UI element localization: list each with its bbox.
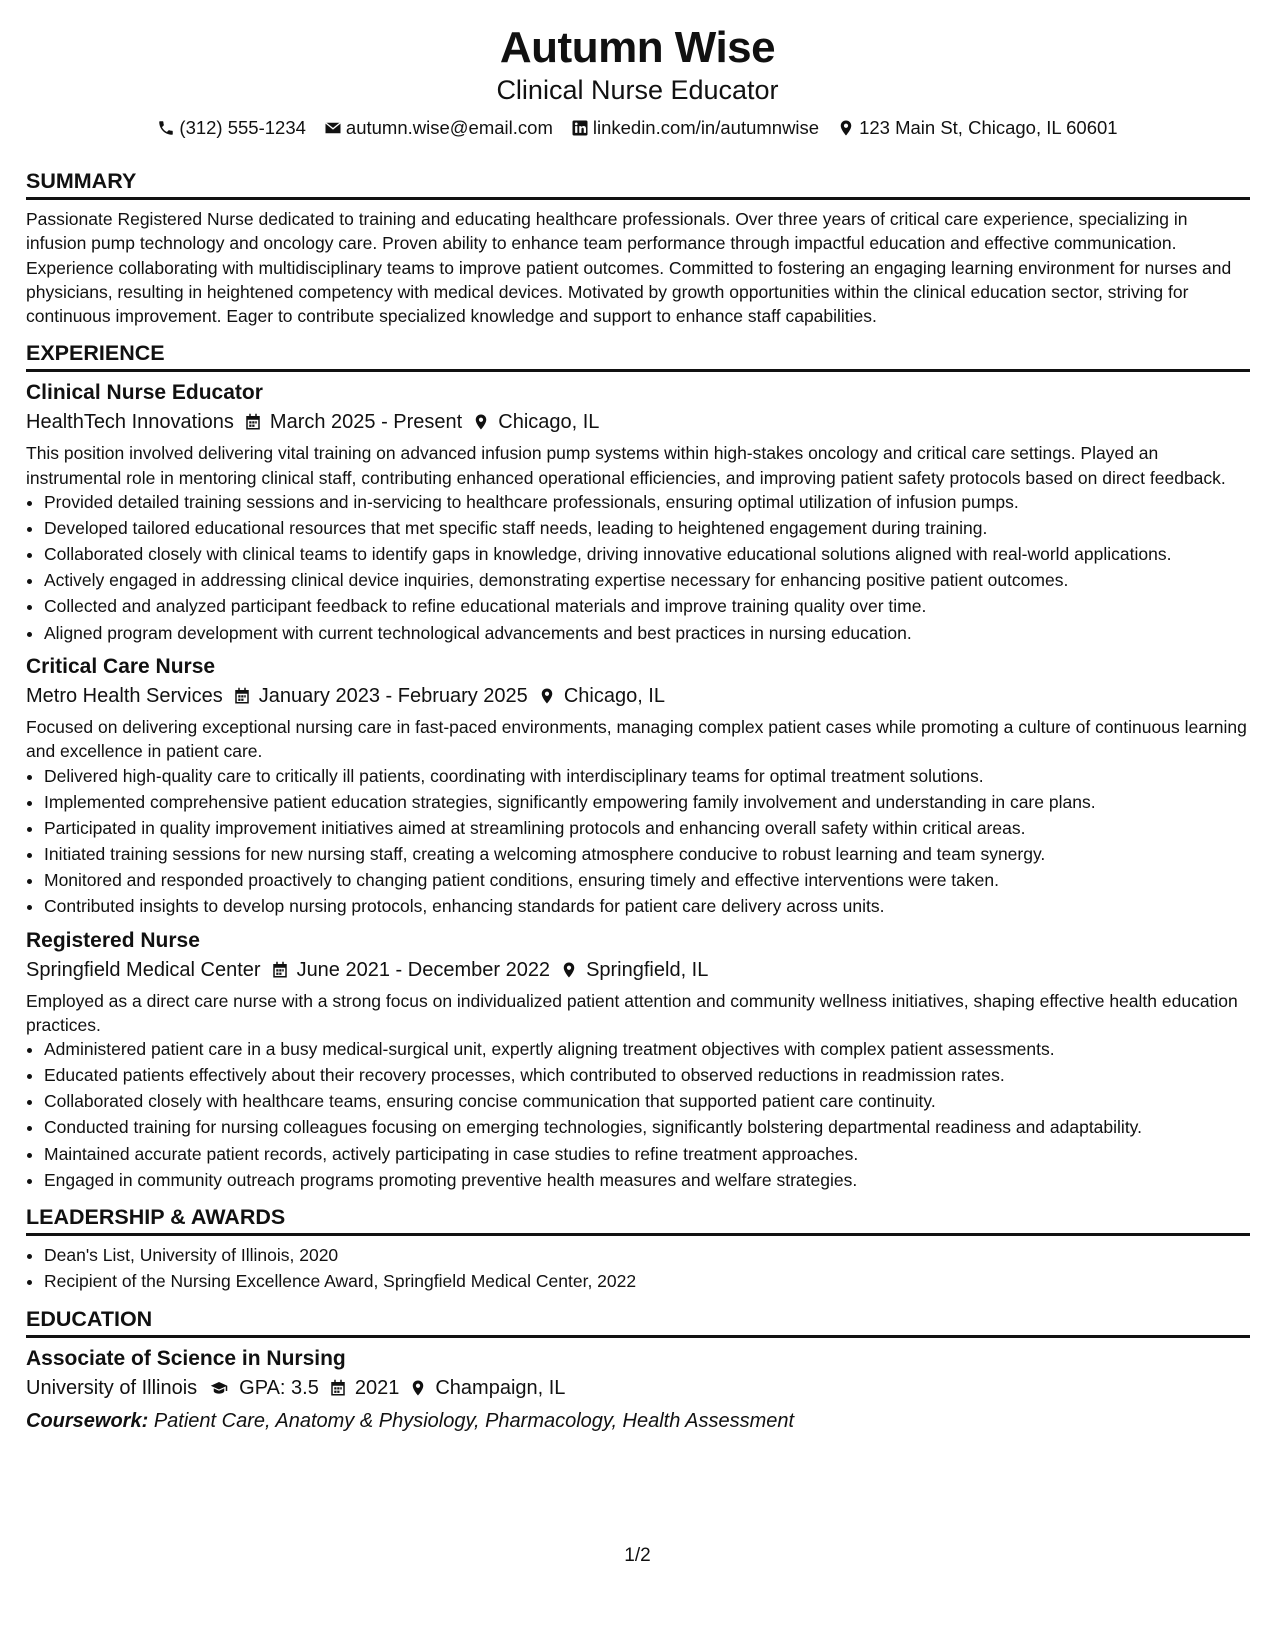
list-item: • Educated patients effectively about their recovery processes, which contributed to observed reductions in readmission rates. [44, 1063, 1250, 1088]
job-location [472, 407, 599, 437]
job-title: Clinical Nurse Educator [26, 381, 263, 405]
list-item: • Monitored and responded proactively to changing patient conditions, ensuring timely and effective interventions were taken. [44, 868, 1250, 893]
coursework-text: Patient Care, Anatomy & Physiology, Pharmacology, Health Assessment [153, 1409, 795, 1432]
contact-email[interactable] [324, 116, 553, 140]
job-title: Critical Care Nurse [26, 655, 216, 679]
page-number: 1/2 [624, 1545, 651, 1566]
contact-info [0, 116, 1275, 140]
job-description: Focused on delivering exceptional nursing care in fast-paced environments, managing complex patient cases while promoting a culture of continuous learning and excellence in patient care. [26, 717, 1247, 762]
summary-section [26, 168, 1250, 328]
experience-section [26, 340, 1250, 1192]
coursework-label: Coursework: [26, 1409, 149, 1432]
address-text: 123 Main St, Chicago, IL 60601 [859, 117, 1118, 138]
calendar-icon [329, 1379, 347, 1397]
education-location [409, 1373, 565, 1403]
map-pin-icon [837, 119, 855, 137]
list-item: • Provided detailed training sessions and in-servicing to healthcare professionals, ensuring optimal utilization of infusion pumps. [44, 490, 1250, 515]
candidate-role: Clinical Nurse Educator [496, 75, 779, 105]
year-text: 2021 [354, 1376, 400, 1399]
calendar-icon [244, 413, 262, 431]
job-title: Registered Nurse [26, 928, 200, 952]
education-location-text: Champaign, IL [435, 1376, 566, 1399]
phone-icon [157, 119, 175, 137]
list-item: • Administered patient care in a busy medical-surgical unit, expertly aligning treatment objectives with complex patient assessments. [44, 1037, 1250, 1062]
list-item: • Aligned program development with current technological advancements and best practices in nursing education. [44, 621, 1250, 646]
gpa-text: GPA: 3.5 [239, 1376, 319, 1399]
candidate-name: Autumn Wise [499, 23, 776, 72]
summary-heading: SUMMARY [26, 168, 1250, 200]
job-entry [26, 927, 1250, 1193]
linkedin-icon [571, 119, 589, 137]
list-item: • Collected and analyzed participant feedback to refine educational materials and improve training quality over time. [44, 594, 1250, 619]
list-item: • Implemented comprehensive patient education strategies, significantly empowering family involvement and understanding in care plans. [44, 790, 1250, 815]
list-item: • Actively engaged in addressing clinical device inquiries, demonstrating expertise necessary for enhancing positive patient outcomes. [44, 568, 1250, 593]
graduation-cap-icon [207, 1379, 231, 1397]
coursework [26, 1407, 1250, 1435]
education-gpa [207, 1373, 319, 1403]
job-bullets [26, 764, 1250, 919]
calendar-icon [233, 687, 251, 705]
list-item: • Contributed insights to develop nursing protocols, enhancing standards for patient care delivery across units. [44, 894, 1250, 919]
job-company: Metro Health Services [26, 685, 223, 708]
list-item: • Conducted training for nursing colleagues focusing on emerging technologies, significantly bolstering departmental readiness and adaptability. [44, 1115, 1250, 1140]
job-location-text: Springfield, IL [586, 958, 709, 981]
job-location-text: Chicago, IL [498, 411, 600, 434]
list-item: • Maintained accurate patient records, actively participating in case studies to refine treatment approaches. [44, 1142, 1250, 1167]
list-item: • Engaged in community outreach programs promoting preventive health measures and welfare strategies. [44, 1168, 1250, 1193]
contact-linkedin[interactable] [571, 116, 819, 140]
resume-header [0, 22, 1275, 140]
linkedin-text[interactable]: linkedin.com/in/autumnwise [592, 117, 820, 138]
job-location-text: Chicago, IL [563, 685, 665, 708]
contact-phone [157, 116, 306, 140]
job-dates [271, 955, 551, 985]
school-name: University of Illinois [26, 1376, 198, 1399]
job-company: Springfield Medical Center [26, 958, 261, 981]
job-dates [244, 407, 462, 437]
list-item: • Dean's List, University of Illinois, 2020 [44, 1243, 1250, 1268]
experience-heading: EXPERIENCE [26, 340, 1250, 372]
job-location [538, 681, 665, 711]
job-entry [26, 653, 1250, 919]
job-meta [26, 407, 1250, 437]
job-dates [233, 681, 528, 711]
job-meta [26, 681, 1250, 711]
job-description: Employed as a direct care nurse with a strong focus on individualized patient attention and community wellness initiatives, shaping effective health education practices. [26, 990, 1238, 1035]
job-description: This position involved delivering vital training on advanced infusion pump systems within high-stakes oncology and critical care settings. Played an instrumental role in mentoring clinical staff, contributing enhanced operational efficiencies, and improving patient safety protocols based on direct feedback. [26, 443, 1226, 488]
degree-title: Associate of Science in Nursing [26, 1346, 346, 1370]
list-item: • Collaborated closely with clinical teams to identify gaps in knowledge, driving innovative educational solutions aligned with real-world applications. [44, 542, 1250, 567]
education-heading: EDUCATION [26, 1306, 1250, 1338]
job-company: HealthTech Innovations [26, 411, 234, 434]
awards-section [26, 1204, 1250, 1294]
awards-heading: LEADERSHIP & AWARDS [26, 1204, 1250, 1236]
job-entry [26, 379, 1250, 645]
summary-text: Passionate Registered Nurse dedicated to training and educating healthcare professionals. Over three years of critical care experience, specializing in infusion pump technology and oncology care. Proven ability to enhance team performance through impactful education and effective communication. Experience collaborating with multidisciplinary teams to improve patient outcomes. Committed to fostering an engaging learning environment for nurses and physicians, resulting in heightened competency with medical devices. Motivated by growth opportunities within the clinical education sector, striving for continuous improvement. Eager to contribute specialized knowledge and support to enhance staff capabilities. [26, 209, 1232, 327]
job-location [560, 955, 708, 985]
awards-list [26, 1243, 1250, 1294]
phone-text: (312) 555-1234 [179, 117, 306, 138]
job-bullets [26, 1037, 1250, 1192]
list-item: • Developed tailored educational resources that met specific staff needs, leading to heightened engagement during training. [44, 516, 1250, 541]
job-dates-text: June 2021 - December 2022 [296, 958, 551, 981]
map-pin-icon [409, 1379, 427, 1397]
contact-address [837, 116, 1118, 140]
list-item: • Recipient of the Nursing Excellence Award, Springfield Medical Center, 2022 [44, 1269, 1250, 1294]
calendar-icon [271, 961, 289, 979]
education-meta [26, 1373, 1250, 1403]
list-item: • Collaborated closely with healthcare teams, ensuring concise communication that supported patient care continuity. [44, 1089, 1250, 1114]
email-text[interactable]: autumn.wise@email.com [345, 117, 553, 138]
job-meta [26, 955, 1250, 985]
map-pin-icon [538, 687, 556, 705]
resume-body [26, 168, 1250, 1447]
map-pin-icon [472, 413, 490, 431]
job-dates-text: January 2023 - February 2025 [258, 685, 528, 708]
job-bullets [26, 490, 1250, 645]
list-item: • Initiated training sessions for new nursing staff, creating a welcoming atmosphere conducive to robust learning and team synergy. [44, 842, 1250, 867]
map-pin-icon [560, 961, 578, 979]
education-year [329, 1373, 400, 1403]
list-item: • Participated in quality improvement initiatives aimed at streamlining protocols and enhancing overall safety within critical areas. [44, 816, 1250, 841]
list-item: • Delivered high-quality care to critically ill patients, coordinating with interdisciplinary teams for optimal treatment solutions. [44, 764, 1250, 789]
envelope-icon [324, 119, 342, 137]
job-dates-text: March 2025 - Present [269, 411, 463, 434]
education-section [26, 1306, 1250, 1435]
